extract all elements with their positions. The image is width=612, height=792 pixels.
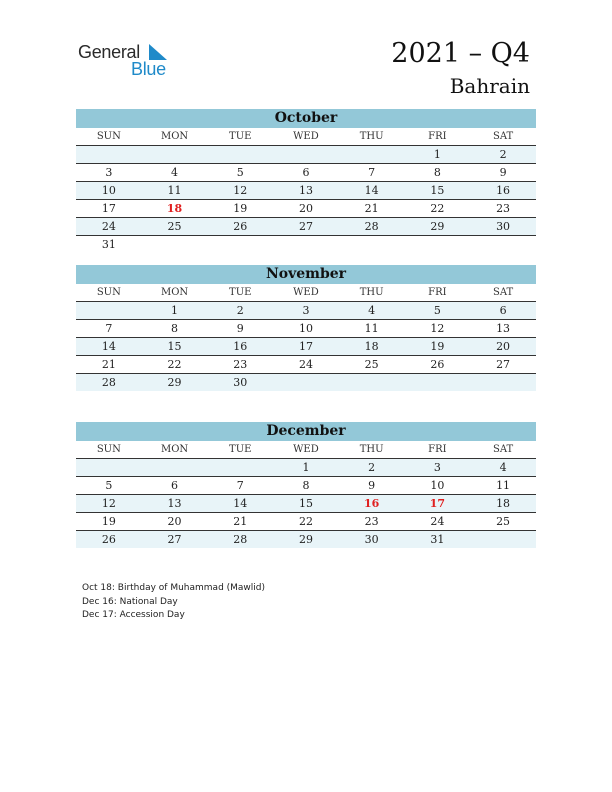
page-title: 2021 – Q4 bbox=[391, 38, 530, 69]
day-cell: 9 bbox=[499, 166, 507, 179]
month-title: December bbox=[76, 422, 536, 441]
day-cell: 22 bbox=[430, 202, 445, 215]
day-cell: 4 bbox=[171, 166, 179, 179]
day-cell: 14 bbox=[101, 340, 116, 353]
week-row bbox=[76, 513, 536, 531]
day-cell: 21 bbox=[364, 202, 379, 215]
day-cell: 11 bbox=[496, 479, 511, 492]
holiday-day-cell: 16 bbox=[364, 497, 380, 510]
day-cell: 26 bbox=[430, 358, 445, 371]
day-cell: 2 bbox=[368, 461, 376, 474]
day-cell: 26 bbox=[101, 533, 116, 546]
holiday-note: Dec 17: Accession Day bbox=[82, 610, 185, 620]
day-cell: 28 bbox=[364, 220, 379, 233]
day-cell: 21 bbox=[101, 358, 116, 371]
day-cell: 8 bbox=[433, 166, 441, 179]
week-row bbox=[76, 495, 536, 513]
holiday-note: Dec 16: National Day bbox=[82, 596, 178, 607]
day-cell: 5 bbox=[433, 304, 441, 317]
day-cell: 22 bbox=[298, 515, 313, 528]
holiday-day-cell: 18 bbox=[166, 202, 183, 215]
day-cell: 25 bbox=[496, 515, 511, 528]
day-cell: 27 bbox=[167, 533, 182, 546]
day-cell bbox=[405, 374, 471, 391]
day-cell bbox=[142, 459, 208, 476]
week-row bbox=[76, 356, 536, 374]
day-cell: 10 bbox=[101, 184, 116, 197]
day-cell: 3 bbox=[105, 166, 113, 179]
holiday-notes bbox=[82, 582, 265, 623]
weekday-header-row bbox=[76, 128, 536, 146]
weekday-label: FRI bbox=[428, 444, 447, 455]
day-cell: 19 bbox=[233, 202, 248, 215]
day-cell bbox=[207, 146, 273, 163]
day-cell: 31 bbox=[430, 533, 445, 546]
day-cell: 8 bbox=[302, 479, 310, 492]
day-cell: 26 bbox=[233, 220, 248, 233]
day-cell: 7 bbox=[368, 166, 376, 179]
week-row bbox=[76, 338, 536, 356]
day-cell bbox=[273, 236, 339, 253]
day-cell: 3 bbox=[302, 304, 310, 317]
weekday-header-row bbox=[76, 441, 536, 459]
day-cell: 25 bbox=[167, 220, 182, 233]
day-cell: 6 bbox=[302, 166, 310, 179]
weekday-label: THU bbox=[359, 287, 384, 298]
day-cell: 20 bbox=[167, 515, 182, 528]
day-cell bbox=[207, 236, 273, 253]
day-cell: 24 bbox=[298, 358, 313, 371]
day-cell: 17 bbox=[298, 340, 313, 353]
day-cell: 15 bbox=[298, 497, 313, 510]
weekday-label: MON bbox=[160, 287, 189, 298]
day-cell: 1 bbox=[171, 304, 179, 317]
weekday-label: WED bbox=[293, 444, 319, 455]
week-row bbox=[76, 200, 536, 218]
day-cell: 23 bbox=[364, 515, 379, 528]
weekday-label: MON bbox=[160, 444, 189, 455]
logo-word-blue: Blue bbox=[131, 59, 166, 79]
day-cell: 7 bbox=[105, 322, 113, 335]
day-cell: 27 bbox=[496, 358, 511, 371]
day-cell bbox=[339, 236, 405, 253]
weekday-header-row bbox=[76, 284, 536, 302]
weekday-label: WED bbox=[293, 131, 319, 142]
day-cell: 13 bbox=[496, 322, 511, 335]
day-cell: 7 bbox=[236, 479, 244, 492]
month-calendar-november bbox=[76, 265, 536, 391]
weekday-label: WED bbox=[293, 287, 319, 298]
day-cell: 23 bbox=[496, 202, 511, 215]
weekday-label: SAT bbox=[492, 444, 514, 455]
day-cell bbox=[142, 146, 208, 163]
weekday-label: TUE bbox=[229, 287, 252, 298]
day-cell bbox=[142, 236, 208, 253]
weekday-label: SAT bbox=[492, 131, 514, 142]
day-cell: 20 bbox=[496, 340, 511, 353]
day-cell: 12 bbox=[430, 322, 445, 335]
day-cell: 19 bbox=[101, 515, 116, 528]
day-cell: 15 bbox=[430, 184, 445, 197]
weekday-label: TUE bbox=[229, 131, 252, 142]
day-cell: 14 bbox=[364, 184, 379, 197]
day-cell: 24 bbox=[430, 515, 445, 528]
month-title: October bbox=[76, 109, 536, 128]
day-cell: 17 bbox=[101, 202, 116, 215]
day-cell: 21 bbox=[233, 515, 248, 528]
day-cell: 8 bbox=[171, 322, 179, 335]
country-name: Bahrain bbox=[449, 74, 530, 98]
week-row bbox=[76, 459, 536, 477]
day-cell bbox=[76, 459, 142, 476]
weekday-label: FRI bbox=[428, 287, 447, 298]
day-cell: 6 bbox=[499, 304, 507, 317]
day-cell: 22 bbox=[167, 358, 182, 371]
day-cell bbox=[207, 459, 273, 476]
day-cell: 18 bbox=[364, 340, 379, 353]
day-cell: 24 bbox=[101, 220, 116, 233]
day-cell bbox=[470, 236, 536, 253]
day-cell: 28 bbox=[101, 376, 116, 389]
month-calendar-october bbox=[76, 109, 536, 253]
day-cell: 13 bbox=[167, 497, 182, 510]
month-calendar-december bbox=[76, 422, 536, 548]
week-row bbox=[76, 477, 536, 495]
day-cell: 19 bbox=[430, 340, 445, 353]
week-row bbox=[76, 146, 536, 164]
week-row bbox=[76, 182, 536, 200]
day-cell: 15 bbox=[167, 340, 182, 353]
weekday-label: MON bbox=[160, 131, 189, 142]
day-cell: 29 bbox=[167, 376, 182, 389]
day-cell bbox=[339, 374, 405, 391]
weekday-label: FRI bbox=[428, 131, 447, 142]
day-cell: 18 bbox=[496, 497, 511, 510]
day-cell: 5 bbox=[236, 166, 244, 179]
day-cell: 28 bbox=[233, 533, 248, 546]
day-cell: 1 bbox=[302, 461, 310, 474]
day-cell: 4 bbox=[499, 461, 507, 474]
day-cell: 10 bbox=[298, 322, 313, 335]
weekday-label: SAT bbox=[492, 287, 514, 298]
day-cell: 14 bbox=[233, 497, 248, 510]
day-cell: 13 bbox=[298, 184, 313, 197]
week-row bbox=[76, 531, 536, 548]
day-cell bbox=[470, 374, 536, 391]
day-cell bbox=[76, 146, 142, 163]
day-cell: 9 bbox=[368, 479, 376, 492]
week-row bbox=[76, 218, 536, 236]
weekday-label: SUN bbox=[96, 444, 121, 455]
day-cell: 23 bbox=[233, 358, 248, 371]
week-row bbox=[76, 302, 536, 320]
day-cell: 30 bbox=[233, 376, 248, 389]
day-cell: 1 bbox=[433, 148, 441, 161]
day-cell: 12 bbox=[233, 184, 248, 197]
month-title: November bbox=[76, 265, 536, 284]
day-cell: 27 bbox=[298, 220, 313, 233]
weekday-label: SUN bbox=[96, 131, 121, 142]
day-cell: 30 bbox=[496, 220, 511, 233]
week-row bbox=[76, 164, 536, 182]
day-cell: 16 bbox=[233, 340, 248, 353]
day-cell: 11 bbox=[364, 322, 379, 335]
day-cell: 9 bbox=[236, 322, 244, 335]
day-cell: 10 bbox=[430, 479, 445, 492]
day-cell: 3 bbox=[433, 461, 441, 474]
weekday-label: THU bbox=[359, 131, 384, 142]
week-row bbox=[76, 236, 536, 253]
day-cell bbox=[76, 302, 142, 319]
weekday-label: TUE bbox=[229, 444, 252, 455]
day-cell: 29 bbox=[430, 220, 445, 233]
day-cell: 4 bbox=[368, 304, 376, 317]
day-cell bbox=[405, 236, 471, 253]
day-cell: 20 bbox=[298, 202, 313, 215]
week-row bbox=[76, 320, 536, 338]
day-cell bbox=[470, 531, 536, 548]
day-cell bbox=[273, 374, 339, 391]
weekday-label: SUN bbox=[96, 287, 121, 298]
day-cell: 12 bbox=[101, 497, 116, 510]
holiday-note: Oct 18: Birthday of Muhammad (Mawlid) bbox=[82, 583, 266, 593]
day-cell: 16 bbox=[496, 184, 511, 197]
day-cell: 6 bbox=[171, 479, 179, 492]
holiday-day-cell: 17 bbox=[429, 497, 446, 510]
day-cell: 2 bbox=[236, 304, 244, 317]
day-cell: 31 bbox=[101, 238, 116, 251]
logo-word-general: General bbox=[78, 42, 140, 62]
day-cell bbox=[273, 146, 339, 163]
day-cell: 25 bbox=[364, 358, 379, 371]
day-cell: 5 bbox=[105, 479, 113, 492]
day-cell bbox=[339, 146, 405, 163]
generalblue-logo bbox=[78, 42, 178, 82]
weekday-label: THU bbox=[359, 444, 384, 455]
day-cell: 29 bbox=[298, 533, 313, 546]
day-cell: 30 bbox=[364, 533, 379, 546]
day-cell: 11 bbox=[167, 184, 182, 197]
week-row bbox=[76, 374, 536, 391]
day-cell: 2 bbox=[499, 148, 507, 161]
